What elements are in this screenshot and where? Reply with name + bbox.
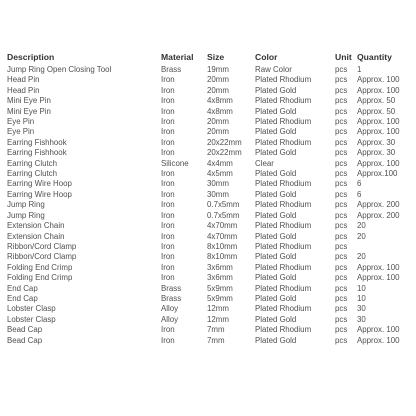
table-row — [7, 304, 411, 314]
cell-unit: pcs — [335, 262, 348, 272]
cell-material: Iron — [161, 127, 175, 137]
cell-unit: pcs — [335, 273, 348, 283]
header-size: Size — [207, 51, 225, 62]
cell-size: 20x22mm — [207, 148, 242, 158]
cell-size: 7mm — [207, 325, 225, 335]
cell-material: Iron — [161, 117, 175, 127]
cell-material: Iron — [161, 221, 175, 231]
cell-unit: pcs — [335, 85, 348, 95]
cell-unit: pcs — [335, 127, 348, 137]
cell-color: Plated Gold — [255, 148, 297, 158]
table-row — [7, 138, 411, 148]
table-row — [7, 107, 411, 117]
cell-description: Earring Clutch — [7, 158, 57, 168]
cell-color: Plated Gold — [255, 189, 297, 199]
cell-size: 7mm — [207, 335, 225, 345]
cell-material: Iron — [161, 179, 175, 189]
cell-description: Mini Eye Pin — [7, 106, 51, 116]
cell-quantity: Approx. 100 — [357, 85, 400, 95]
table-row — [7, 232, 411, 242]
cell-quantity: 20 — [357, 252, 366, 262]
cell-material: Iron — [161, 189, 175, 199]
cell-color: Plated Gold — [255, 252, 297, 262]
cell-material: Iron — [161, 273, 175, 283]
cell-material: Iron — [161, 200, 175, 210]
cell-size: 0.7x5mm — [207, 210, 240, 220]
cell-quantity: Approx. 100 — [357, 325, 400, 335]
cell-size: 8x10mm — [207, 252, 238, 262]
cell-color: Plated Rhodium — [255, 304, 312, 314]
cell-material: Iron — [161, 169, 175, 179]
cell-color: Plated Rhodium — [255, 75, 312, 85]
table-row — [7, 315, 411, 325]
cell-material: Silicone — [161, 158, 189, 168]
cell-color: Plated Rhodium — [255, 221, 312, 231]
cell-material: Alloy — [161, 314, 179, 324]
cell-quantity: Approx. 30 — [357, 148, 396, 158]
cell-color: Plated Gold — [255, 335, 297, 345]
header-color: Color — [255, 51, 278, 62]
cell-size: 20mm — [207, 75, 229, 85]
cell-quantity: Approx. 100 — [357, 127, 400, 137]
cell-size: 5x9mm — [207, 283, 233, 293]
cell-size: 4x5mm — [207, 169, 233, 179]
cell-material: Iron — [161, 137, 175, 147]
cell-color: Plated Gold — [255, 106, 297, 116]
cell-color: Clear — [255, 158, 274, 168]
table-row — [7, 273, 411, 283]
cell-description: End Cap — [7, 283, 38, 293]
cell-description: Lobster Clasp — [7, 304, 56, 314]
cell-description: Extension Chain — [7, 221, 65, 231]
table-row — [7, 221, 411, 231]
table-row — [7, 117, 411, 127]
cell-description: Earring Wire Hoop — [7, 179, 72, 189]
cell-size: 20mm — [207, 85, 229, 95]
cell-description: Ribbon/Cord Clamp — [7, 252, 77, 262]
cell-material: Iron — [161, 262, 175, 272]
cell-unit: pcs — [335, 293, 348, 303]
cell-unit: pcs — [335, 200, 348, 210]
cell-quantity: 20 — [357, 231, 366, 241]
cell-color: Plated Rhodium — [255, 200, 312, 210]
cell-unit: pcs — [335, 314, 348, 324]
cell-material: Iron — [161, 335, 175, 345]
cell-size: 12mm — [207, 314, 229, 324]
cell-color: Plated Gold — [255, 314, 297, 324]
cell-quantity: 10 — [357, 283, 366, 293]
cell-description: Head Pin — [7, 75, 40, 85]
cell-unit: pcs — [335, 241, 348, 251]
product-table — [7, 50, 411, 346]
table-row — [7, 242, 411, 252]
cell-description: Earring Fishhook — [7, 148, 67, 158]
cell-size: 20x22mm — [207, 137, 242, 147]
cell-quantity: 30 — [357, 304, 366, 314]
cell-material: Iron — [161, 106, 175, 116]
cell-size: 8x10mm — [207, 241, 238, 251]
cell-material: Iron — [161, 75, 175, 85]
cell-unit: pcs — [335, 325, 348, 335]
cell-material: Brass — [161, 65, 182, 74]
cell-color: Plated Gold — [255, 293, 297, 303]
cell-description: Earring Clutch — [7, 169, 57, 179]
cell-unit: pcs — [335, 106, 348, 116]
table-row — [7, 294, 411, 304]
cell-quantity: Approx.100 — [357, 169, 398, 179]
cell-unit: pcs — [335, 283, 348, 293]
cell-description: End Cap — [7, 293, 38, 303]
table-row — [7, 211, 411, 221]
table-row — [7, 86, 411, 96]
cell-color: Plated Rhodium — [255, 241, 312, 251]
cell-quantity: 10 — [357, 293, 366, 303]
cell-description: Ribbon/Cord Clamp — [7, 241, 77, 251]
cell-material: Brass — [161, 283, 182, 293]
cell-unit: pcs — [335, 231, 348, 241]
cell-size: 4x8mm — [207, 96, 233, 106]
cell-size: 4x8mm — [207, 106, 233, 116]
cell-unit: pcs — [335, 189, 348, 199]
cell-unit: pcs — [335, 117, 348, 127]
cell-color: Plated Rhodium — [255, 325, 312, 335]
cell-unit: pcs — [335, 75, 348, 85]
table-row — [7, 159, 411, 169]
header-description: Description — [7, 51, 55, 62]
cell-unit: pcs — [335, 169, 348, 179]
cell-quantity: Approx. 50 — [357, 96, 396, 106]
table-row — [7, 127, 411, 137]
cell-size: 3x6mm — [207, 262, 233, 272]
cell-quantity: Approx. 100 — [357, 335, 400, 345]
cell-unit: pcs — [335, 96, 348, 106]
cell-size: 19mm — [207, 65, 229, 74]
cell-quantity: Approx. 200 — [357, 200, 400, 210]
cell-size: 12mm — [207, 304, 229, 314]
cell-color: Plated Gold — [255, 210, 297, 220]
cell-material: Alloy — [161, 304, 179, 314]
cell-description: Head Pin — [7, 85, 40, 95]
cell-size: 30mm — [207, 189, 229, 199]
cell-size: 30mm — [207, 179, 229, 189]
table-row — [7, 200, 411, 210]
cell-quantity: Approx. 100 — [357, 158, 400, 168]
cell-color: Plated Rhodium — [255, 283, 312, 293]
table-row — [7, 252, 411, 262]
cell-quantity: 6 — [357, 189, 362, 199]
cell-material: Iron — [161, 85, 175, 95]
table-header-row — [7, 50, 411, 65]
cell-description: Bead Cap — [7, 325, 43, 335]
cell-description: Earring Fishhook — [7, 137, 67, 147]
table-row — [7, 148, 411, 158]
cell-material: Iron — [161, 210, 175, 220]
cell-unit: pcs — [335, 158, 348, 168]
cell-description: Jump Ring Open Closing Tool — [7, 65, 112, 74]
cell-color: Plated Gold — [255, 273, 297, 283]
cell-color: Plated Rhodium — [255, 137, 312, 147]
table-row — [7, 75, 411, 85]
cell-material: Brass — [161, 293, 182, 303]
cell-size: 20mm — [207, 127, 229, 137]
cell-quantity: Approx. 30 — [357, 137, 396, 147]
cell-material: Iron — [161, 252, 175, 262]
cell-quantity: Approx. 100 — [357, 117, 400, 127]
cell-description: Folding End Crimp — [7, 262, 73, 272]
cell-quantity: Approx. 50 — [357, 106, 396, 116]
cell-size: 3x6mm — [207, 273, 233, 283]
cell-material: Iron — [161, 148, 175, 158]
cell-quantity: 6 — [357, 179, 362, 189]
table-row — [7, 284, 411, 294]
cell-quantity: 20 — [357, 221, 366, 231]
cell-description: Mini Eye Pin — [7, 96, 51, 106]
table-row — [7, 325, 411, 335]
cell-unit: pcs — [335, 137, 348, 147]
table-row — [7, 336, 411, 346]
cell-color: Plated Gold — [255, 231, 297, 241]
table-row — [7, 179, 411, 189]
cell-unit: pcs — [335, 210, 348, 220]
cell-description: Earring Wire Hoop — [7, 189, 72, 199]
cell-unit: pcs — [335, 335, 348, 345]
cell-unit: pcs — [335, 148, 348, 158]
cell-quantity: Approx. 100 — [357, 75, 400, 85]
cell-color: Raw Color — [255, 65, 292, 74]
table-row — [7, 65, 411, 75]
cell-unit: pcs — [335, 252, 348, 262]
cell-material: Iron — [161, 241, 175, 251]
cell-size: 20mm — [207, 117, 229, 127]
table-row — [7, 96, 411, 106]
cell-unit: pcs — [335, 65, 348, 74]
cell-size: 4x70mm — [207, 221, 238, 231]
cell-description: Extension Chain — [7, 231, 65, 241]
cell-material: Iron — [161, 325, 175, 335]
cell-description: Jump Ring — [7, 200, 45, 210]
cell-description: Eye Pin — [7, 117, 35, 127]
cell-quantity: 1 — [357, 65, 362, 74]
cell-color: Plated Rhodium — [255, 117, 312, 127]
table-row — [7, 190, 411, 200]
cell-size: 0.7x5mm — [207, 200, 240, 210]
cell-description: Jump Ring — [7, 210, 45, 220]
cell-size: 4x4mm — [207, 158, 233, 168]
cell-quantity: Approx. 100 — [357, 273, 400, 283]
cell-description: Bead Cap — [7, 335, 43, 345]
cell-color: Plated Gold — [255, 127, 297, 137]
header-unit: Unit — [335, 51, 352, 62]
product-spec-sheet — [7, 50, 411, 346]
cell-description: Folding End Crimp — [7, 273, 73, 283]
cell-unit: pcs — [335, 221, 348, 231]
header-quantity: Quantity — [357, 51, 392, 62]
table-row — [7, 263, 411, 273]
cell-quantity — [357, 242, 411, 252]
cell-quantity: Approx. 100 — [357, 262, 400, 272]
table-row — [7, 169, 411, 179]
cell-unit: pcs — [335, 304, 348, 314]
cell-color: Plated Gold — [255, 85, 297, 95]
cell-quantity: Approx. 200 — [357, 210, 400, 220]
cell-color: Plated Rhodium — [255, 179, 312, 189]
cell-material: Iron — [161, 96, 175, 106]
cell-description: Lobster Clasp — [7, 314, 56, 324]
cell-size: 5x9mm — [207, 293, 233, 303]
cell-color: Plated Rhodium — [255, 96, 312, 106]
cell-quantity: 30 — [357, 314, 366, 324]
cell-material: Iron — [161, 231, 175, 241]
cell-color: Plated Gold — [255, 169, 297, 179]
header-material: Material — [161, 51, 194, 62]
cell-size: 4x70mm — [207, 231, 238, 241]
cell-description: Eye Pin — [7, 127, 35, 137]
cell-unit: pcs — [335, 179, 348, 189]
table-body — [7, 65, 411, 346]
cell-color: Plated Rhodium — [255, 262, 312, 272]
